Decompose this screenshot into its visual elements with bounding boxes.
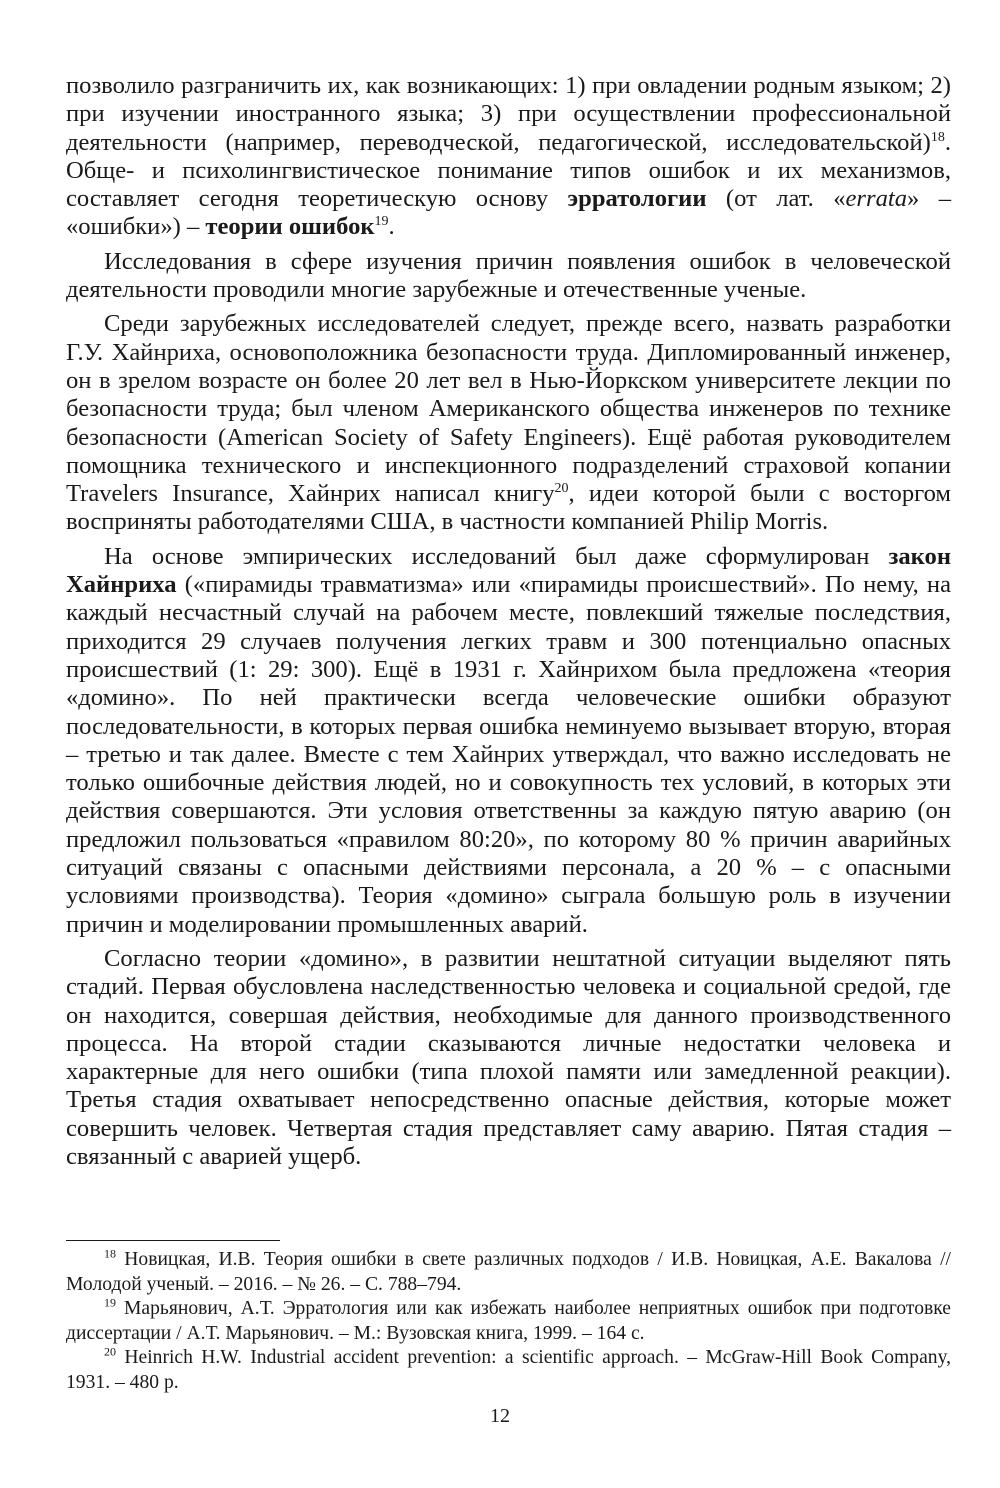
paragraph-1-text-b: . Обще- и психолингвистическое понимание типов ошибок и их механизмов, составляет сегодня теоретическую основу bbox=[66, 128, 951, 213]
paragraph-3-text-a: Среди зарубежных исследователей следует, прежде всего, назвать разработки Г.У. Хайнриха, основоположника безопасности труда. Дипломированный инженер, он в зрелом возрасте он более 20 лет вел в Нью-Йоркском университете лекции по безопасности труда; был членом Американского общества инженеров по технике безопасности (American Society of Safety Engineers). Ещё работая руководителем помощника технического и инспекционного подразделений страховой копании Travelers Insurance, Хайнрих написал книгу bbox=[66, 310, 951, 508]
footnote-number: 20 bbox=[104, 1344, 116, 1359]
footnote-number: 18 bbox=[104, 1246, 116, 1261]
footnote-20 bbox=[66, 1346, 951, 1395]
term-theory-of-errors: теории ошибок bbox=[205, 213, 375, 241]
footnote-text: Heinrich H.W. Industrial accident prevention: a scientific approach. – McGraw-Hill Book Company, 1931. – 480 p. bbox=[66, 1347, 951, 1393]
paragraph-2: Исследования в сфере изучения причин появления ошибок в человеческой деятельности проводили многие зарубежные и отечественные ученые. bbox=[66, 247, 951, 304]
paragraph-1-text-e: . bbox=[388, 213, 395, 241]
footnote-number: 19 bbox=[104, 1295, 116, 1310]
paragraph-4 bbox=[66, 543, 951, 939]
paragraph-1-text-a: позволило разграничить их, как возникающих: 1) при овладении родным языком; 2) при изучении иностранного языка; 3) при осуществлении профессиональной деятельности (например, переводческой, педагогической, исследовательской) bbox=[66, 72, 951, 156]
latin-term-errata: errata bbox=[845, 185, 907, 213]
term-heinrich-law: закон Хайнриха bbox=[66, 542, 951, 599]
footnote-ref-18[interactable]: 18 bbox=[930, 129, 945, 145]
main-text bbox=[66, 72, 951, 1177]
term-erratology: эрратологии bbox=[567, 185, 707, 213]
paragraph-1-text-c: (от лат. « bbox=[706, 185, 846, 213]
page-number: 12 bbox=[490, 1405, 510, 1427]
footnote-text: Марьянович, А.Т. Эрратология или как избежать наиболее неприятных ошибок при подготовке диссертации / А.Т. Марьянович. – М.: Вузовская книга, 1999. – 164 с. bbox=[66, 1298, 951, 1344]
footnote-ref-19[interactable]: 19 bbox=[374, 214, 389, 230]
paragraph-1 bbox=[66, 72, 951, 242]
paragraph-4-text-a: На основе эмпирических исследований был даже сформулирован bbox=[104, 542, 889, 570]
paragraph-4-text-b: («пирамиды травматизма» или «пирамиды происшествий». По нему, на каждый несчастный случай на рабочем месте, повлекший тяжелые последствия, приходится 29 случаев получения легких травм и 300 потенциально опасных происшествий (1: 29: 300). Ещё в 1931 г. Хайнрихом была предложена «теория «домино». По ней практически всегда человеческие ошибки образуют последовательности, в которых первая ошибка неминуемо вызывает вторую, вторая – третью и так далее. Вместе с тем Хайнрих утверждал, что важно исследовать не только ошибочные действия людей, но и совокупность тех условий, в которых эти действия совершаются. Эти условия ответственны за каждую пятую аварию (он предложил пользоваться «правилом 80:20», по которому 80 % причин аварийных ситуаций связаны с опасными действиями персонала, а 20 % – с опасными условиями производства). Теория «домино» сыграла большую роль в изучении причин и моделировании промышленных аварий. bbox=[66, 571, 951, 938]
footnote-ref-20[interactable]: 20 bbox=[554, 480, 569, 496]
paragraph-3 bbox=[66, 310, 951, 536]
paragraph-3-text-b: , идеи которой были с восторгом восприняты работодателями США, в частности компанией Philip Morris. bbox=[66, 480, 951, 536]
footnote-18 bbox=[66, 1248, 951, 1297]
paragraph-5: Согласно теории «домино», в развитии нештатной ситуации выделяют пять стадий. Первая обусловлена наследственностью человека и социальной средой, где он находится, совершая действия, необходимые для данного производственного процесса. На второй стадии сказываются личные недостатки человека и характерные для него ошибки (типа плохой памяти или замедленной реакции). Третья стадия охватывает непосредственно опасные действия, которые может совершить человек. Четвертая стадия представляет саму аварию. Пятая стадия – связанный с аварией ущерб. bbox=[66, 944, 951, 1170]
footnote-separator bbox=[66, 1240, 280, 1241]
footnote-text: Новицкая, И.В. Теория ошибки в свете различных подходов / И.В. Новицкая, А.Е. Вакалова // Молодой ученый. – 2016. – № 26. – С. 788–794. bbox=[66, 1249, 951, 1295]
paragraph-1-text-d: » – «ошибки») – bbox=[66, 185, 951, 241]
footnote-19 bbox=[66, 1297, 951, 1346]
footnotes bbox=[66, 1248, 951, 1395]
